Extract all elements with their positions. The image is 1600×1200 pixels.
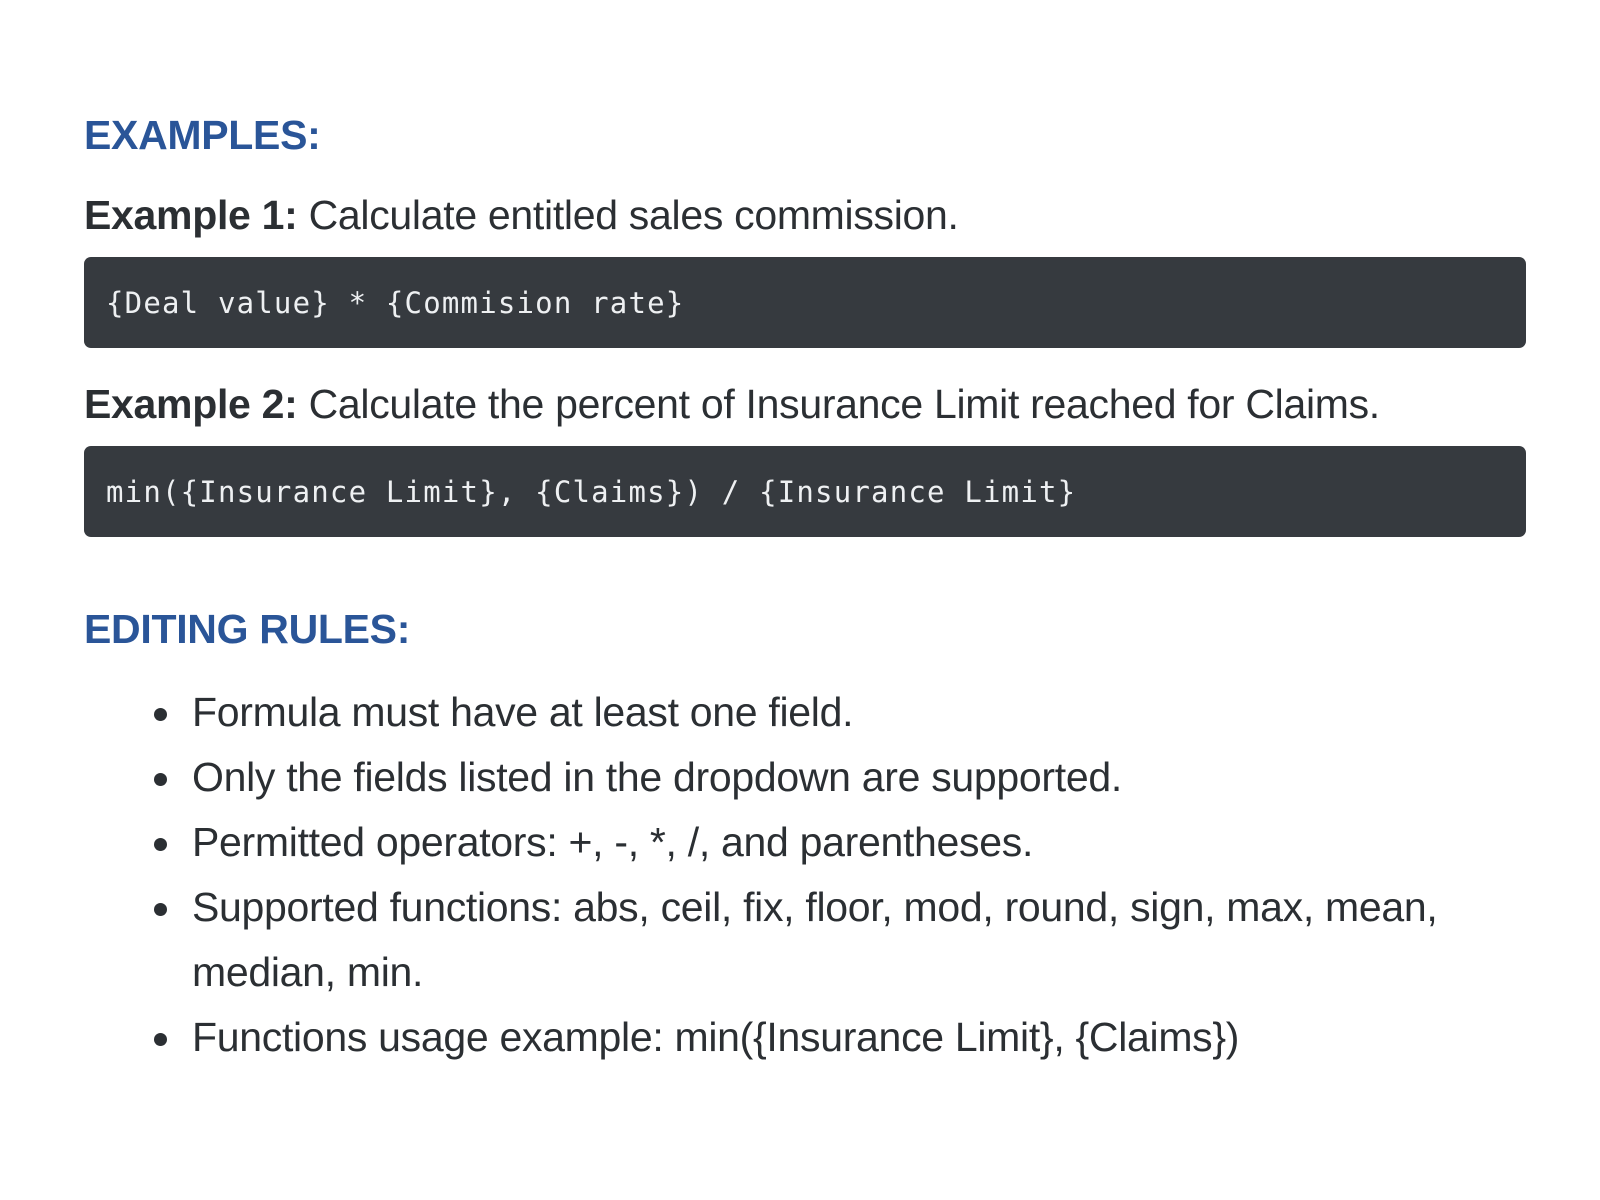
example-1-label: Example 1:	[84, 192, 298, 238]
bullet-icon	[154, 838, 167, 851]
example-2-description: Calculate the percent of Insurance Limit reached for Claims.	[308, 381, 1380, 427]
rule-list-item	[84, 680, 1526, 745]
example-1-line	[84, 192, 959, 238]
rule-text: Formula must have at least one field.	[192, 689, 854, 735]
bullet-icon	[154, 1033, 167, 1046]
example-2-label: Example 2:	[84, 381, 298, 427]
example-2-code: min({Insurance Limit}, {Claims}) / {Insurance Limit}	[106, 474, 1077, 509]
rule-text: Permitted operators: +, -, *, /, and parentheses.	[192, 819, 1034, 865]
editing-rules-heading: EDITING RULES:	[84, 606, 411, 652]
rule-text: Only the fields listed in the dropdown are supported.	[192, 754, 1122, 800]
rule-text: Supported functions: abs, ceil, fix, floor, mod, round, sign, max, mean, median, min.	[192, 884, 1438, 995]
examples-heading: EXAMPLES:	[84, 112, 321, 158]
bullet-icon	[154, 773, 167, 786]
rule-list-item	[84, 875, 1526, 1005]
rule-list-item	[84, 745, 1526, 810]
example-2-line	[84, 381, 1380, 427]
example-1-code: {Deal value} * {Commision rate}	[106, 285, 685, 320]
rule-list-item	[84, 1005, 1526, 1070]
bullet-icon	[154, 903, 167, 916]
bullet-icon	[154, 708, 167, 721]
rule-list-item	[84, 810, 1526, 875]
example-1-code-block	[84, 257, 1526, 348]
editing-rules-list	[84, 680, 1526, 1070]
example-1-description: Calculate entitled sales commission.	[308, 192, 959, 238]
example-2-code-block	[84, 446, 1526, 537]
rule-text: Functions usage example: min({Insurance Limit}, {Claims})	[192, 1014, 1240, 1060]
